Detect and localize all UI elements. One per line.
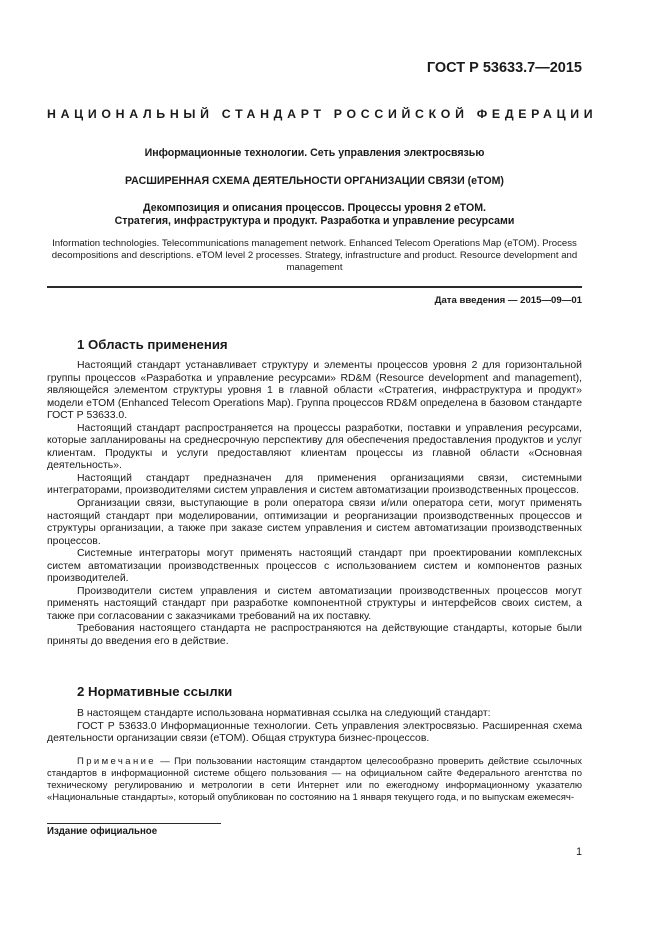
paragraph: Настоящий стандарт устанавливает структуру и элементы процессов уровня 2 для горизонтальной группы процессов «Разработка и управление ресурсами» RD&M (Resource development and management), являющейся элементом структуры уровня 1 в главной области «Стратегия, инфраструктура и продукт» модели eTOM (Enhanced Telecom Operations Map). Группа процессов RD&M определена в базовом стандарте ГОСТ Р 53633.0. xyxy=(47,360,582,422)
national-standard-banner: НАЦИОНАЛЬНЫЙ СТАНДАРТ РОССИЙСКОЙ ФЕДЕРАЦИИ xyxy=(47,107,598,121)
section-2-heading: 2 Нормативные ссылки xyxy=(77,684,233,699)
title-line-3 xyxy=(47,202,582,228)
title-divider xyxy=(47,286,582,288)
paragraph: Требования настоящего стандарта не распространяются на действующие стандарты, которые были приняты до введения его в действие. xyxy=(47,623,582,648)
section-1-heading: 1 Область применения xyxy=(77,337,228,352)
intro-date: Дата введения — 2015—09—01 xyxy=(434,295,582,306)
paragraph: ГОСТ Р 53633.0 Информационные технологии. Сеть управления электросвязью. Расширенная схема деятельности организации связи (eTOM). Общая структура бизнес-процессов. xyxy=(47,720,582,745)
english-title: Information technologies. Telecommunications management network. Enhanced Telecom Operations Map (eTOM). Process decompositions and descriptions. eTOM level 2 processes. Strategy, infrastructure and product. Resource development and management xyxy=(51,238,578,274)
title-line-1: Информационные технологии. Сеть управления электросвязью xyxy=(144,147,485,159)
title-line-3a: Декомпозиция и описания процессов. Процессы уровня 2 eTOM. xyxy=(143,202,486,214)
edition-label: Издание официальное xyxy=(47,826,158,837)
title-line-2: РАСШИРЕННАЯ СХЕМА ДЕЯТЕЛЬНОСТИ ОРГАНИЗАЦИИ СВЯЗИ (eTOM) xyxy=(125,175,504,187)
title-line-3b: Стратегия, инфраструктура и продукт. Разработка и управление ресурсами xyxy=(114,215,515,227)
paragraph: Настоящий стандарт предназначен для применения организациями связи, системными интеграторами, производителями систем управления и систем автоматизации производственных процессов. xyxy=(47,472,582,497)
footer-divider xyxy=(47,823,221,824)
section-1-body xyxy=(47,360,582,649)
note-paragraph xyxy=(47,756,582,804)
section-2-body xyxy=(47,708,582,746)
note-label: Примечание xyxy=(77,756,156,767)
paragraph: Организации связи, выступающие в роли оператора связи и/или оператора сети, могут применять настоящий стандарт при моделировании, оптимизации и реорганизации производственных процессов и структуры организации, а также при заказе систем управления и систем автоматизации производственных процессов. xyxy=(47,498,582,547)
paragraph: Производители систем управления и систем автоматизации производственных процессов могут применять настоящий стандарт при разработке компонентной структуры и интерфейсов своих систем, а также при согласовании с заказчиками требований на их поставку. xyxy=(47,585,582,622)
paragraph: Настоящий стандарт распространяется на процессы разработки, поставки и управления ресурсами, которые запланированы на среднесрочную перспективу для обеспечения предоставления продуктов и услуг клиентам. Продукты и услуги предоставляют клиентам процессы из главной области «Основная деятельность». xyxy=(47,422,582,472)
note-text: — При пользовании настоящим стандартом целесообразно проверить действие ссылочных стандартов в информационной системе общего пользования — на официальном сайте Федерального агентства по техническому регулированию и метрологии в сети Интернет или по ежегодному информационному указателю «Национальные стандарты», который опубликован по состоянию на 1 января текущего года, и по выпускам ежемесяч- xyxy=(47,756,582,804)
gost-code: ГОСТ Р 53633.7—2015 xyxy=(426,60,582,76)
note xyxy=(47,756,582,804)
paragraph: Системные интеграторы могут применять настоящий стандарт при проектировании комплексных систем автоматизации производственных процессов с использованием систем и компонентов разных производителей. xyxy=(47,548,582,585)
page-number: 1 xyxy=(576,846,582,858)
paragraph: В настоящем стандарте использована нормативная ссылка на следующий стандарт: xyxy=(77,708,491,719)
